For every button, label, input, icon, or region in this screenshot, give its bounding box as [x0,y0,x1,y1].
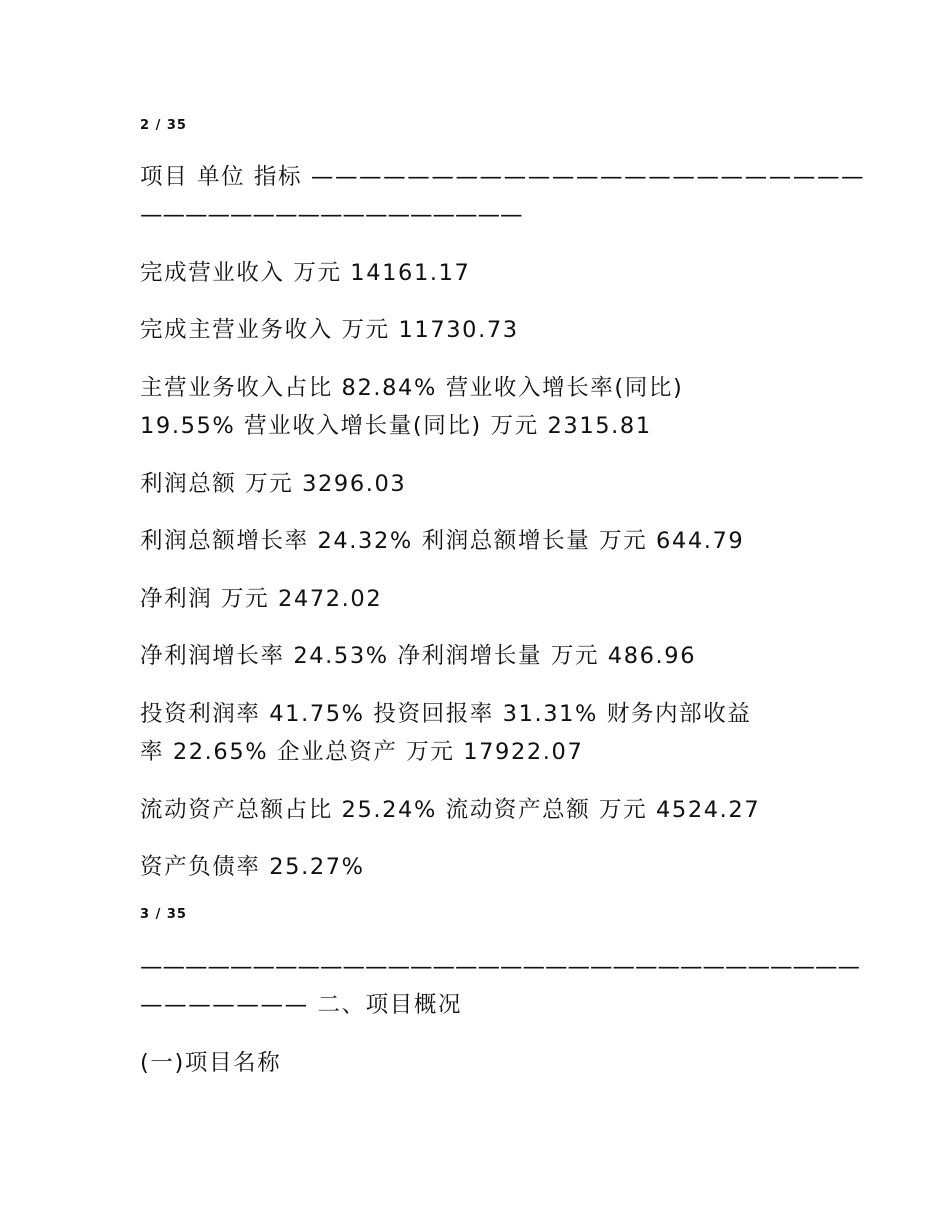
text-line-total-assets: 率 22.65% 企业总资产 万元 17922.07 [140,739,584,765]
page-number-bottom: 3 / 35 [140,907,187,922]
text-line-revenue: 完成营业收入 万元 14161.17 [140,260,471,286]
text-line-main-revenue: 完成主营业务收入 万元 11730.73 [140,317,519,343]
section-heading-project-overview: ——————— 二、项目概况 [140,992,463,1018]
text-line-investment-return: 投资利润率 41.75% 投资回报率 31.31% 财务内部收益 [140,701,752,727]
text-line-net-profit: 净利润 万元 2472.02 [140,586,383,612]
table-header-rule-continued: ————————————————— [140,202,523,228]
text-line-profit-growth: 利润总额增长率 24.32% 利润总额增长量 万元 644.79 [140,528,745,554]
separator-rule: ———————————————————————————————— [140,954,860,980]
text-line-main-revenue-ratio: 主营业务收入占比 82.84% 营业收入增长率(同比) [140,375,684,401]
text-line-total-profit: 利润总额 万元 3296.03 [140,471,407,497]
text-line-net-profit-growth: 净利润增长率 24.53% 净利润增长量 万元 486.96 [140,643,697,669]
table-header-line: 项目 单位 指标 ——————————————————————— [140,164,866,190]
text-line-debt-ratio: 资产负债率 25.27% [140,854,365,880]
text-line-revenue-growth: 19.55% 营业收入增长量(同比) 万元 2315.81 [140,413,652,439]
subsection-heading-project-name: (一)项目名称 [140,1050,282,1076]
page-number-top: 2 / 35 [140,118,187,133]
text-line-current-assets: 流动资产总额占比 25.24% 流动资产总额 万元 4524.27 [140,797,761,823]
